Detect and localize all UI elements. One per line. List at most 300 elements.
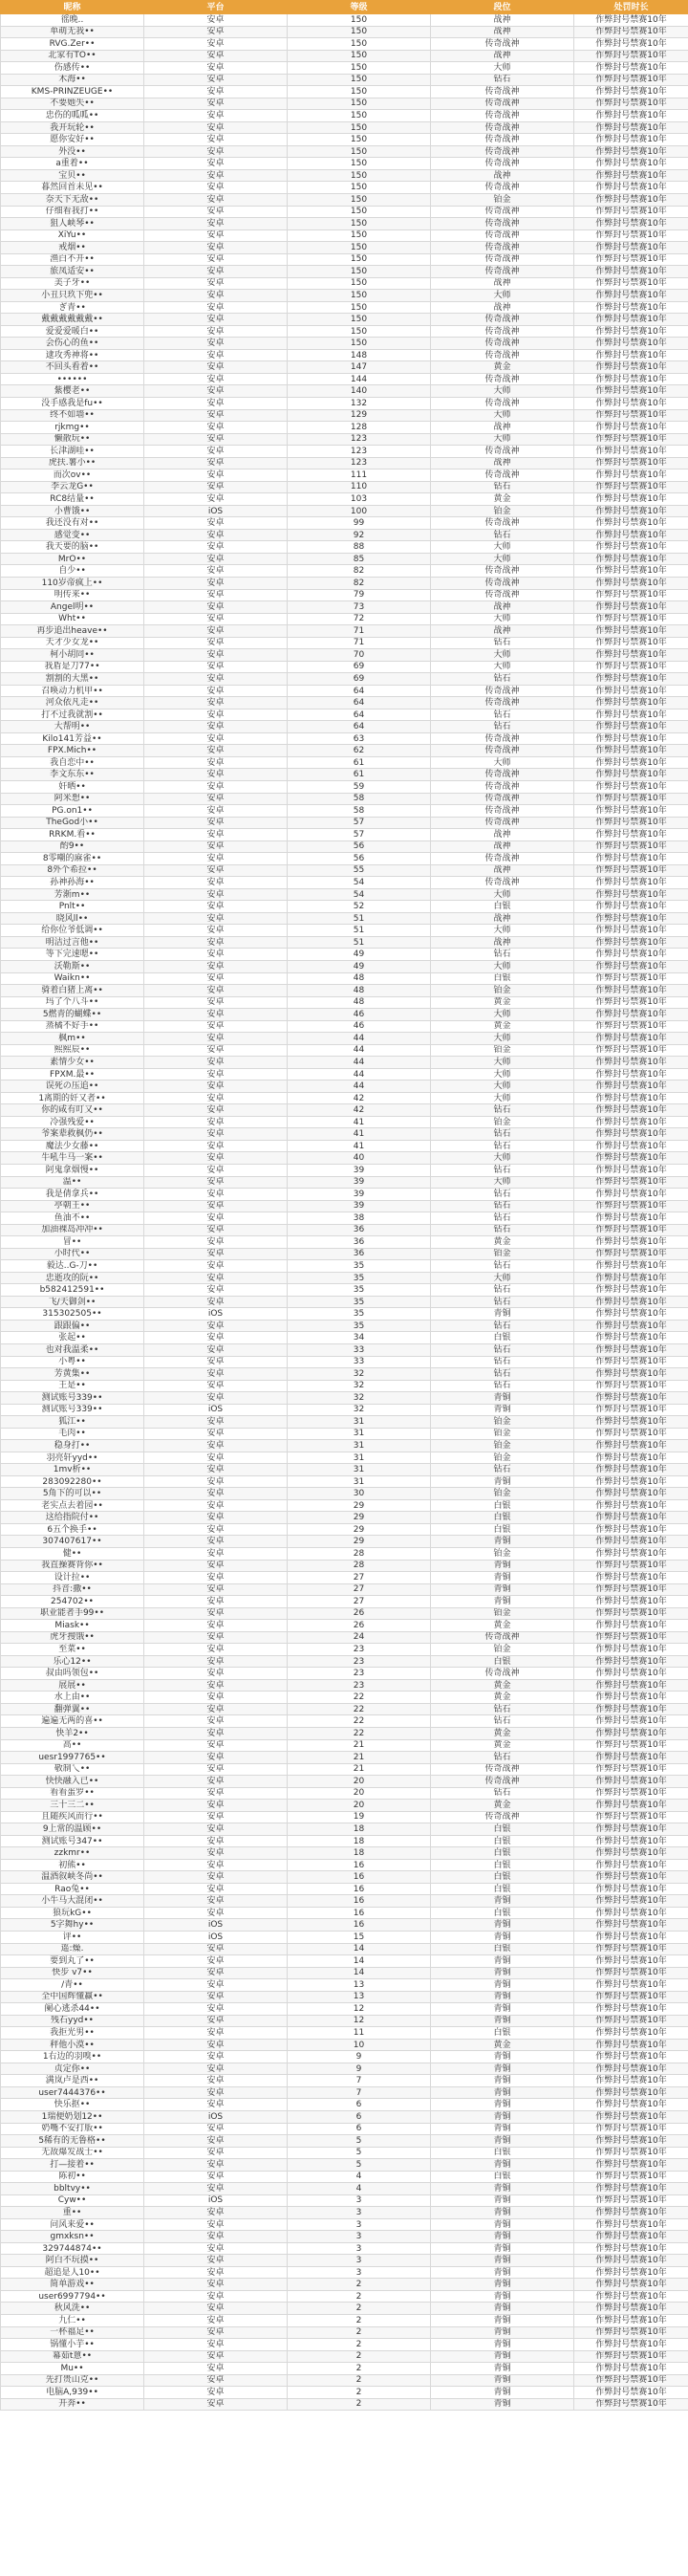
platform-cell: 安卓	[144, 625, 288, 638]
level-cell: 56	[288, 853, 431, 865]
rank-cell: 传奇战神	[431, 769, 574, 781]
level-cell: 7	[288, 2075, 431, 2087]
nickname-cell: ぎ青••	[1, 301, 144, 314]
rank-cell: 白银	[431, 2171, 574, 2183]
penalty-cell: 作弊封号禁赛10年	[574, 398, 688, 410]
level-cell: 123	[288, 457, 431, 469]
platform-cell: 安卓	[144, 1009, 288, 1021]
level-cell: 150	[288, 145, 431, 158]
penalty-cell: 作弊封号禁赛10年	[574, 1212, 688, 1225]
platform-cell: 安卓	[144, 1189, 288, 1201]
platform-cell: 安卓	[144, 1104, 288, 1117]
nickname-cell: 9上常的温顾••	[1, 1823, 144, 1836]
nickname-cell: 满岚卢是西••	[1, 2075, 144, 2087]
rank-cell: 传奇战神	[431, 86, 574, 98]
rank-cell: 青铜	[431, 2255, 574, 2267]
level-cell: 31	[288, 1475, 431, 1488]
platform-cell: 安卓	[144, 1895, 288, 1908]
penalty-cell: 作弊封号禁赛10年	[574, 2075, 688, 2087]
penalty-cell: 作弊封号禁赛10年	[574, 2266, 688, 2279]
level-cell: 13	[288, 1991, 431, 2003]
table-row	[1, 1800, 688, 1812]
penalty-cell: 作弊封号禁赛10年	[574, 1620, 688, 1632]
level-cell: 6	[288, 2099, 431, 2111]
platform-cell: 安卓	[144, 2339, 288, 2351]
penalty-cell: 作弊封号禁赛10年	[574, 1787, 688, 1800]
penalty-cell: 作弊封号禁赛10年	[574, 14, 688, 27]
platform-cell: 安卓	[144, 1343, 288, 1356]
penalty-cell: 作弊封号禁赛10年	[574, 972, 688, 985]
nickname-cell: 终不如墙••	[1, 409, 144, 422]
level-cell: 22	[288, 1692, 431, 1704]
table-row	[1, 493, 688, 506]
nickname-cell: 1离期的奸又者••	[1, 1092, 144, 1104]
rank-cell: 传奇战神	[431, 314, 574, 326]
penalty-cell: 作弊封号禁赛10年	[574, 1081, 688, 1093]
rank-cell: 传奇战神	[431, 446, 574, 458]
rank-cell: 大师	[431, 290, 574, 302]
nickname-cell: 爱爱爱暖白••	[1, 325, 144, 338]
level-cell: 26	[288, 1607, 431, 1620]
nickname-cell: 你的咸有叮又••	[1, 1104, 144, 1117]
rank-cell: 传奇战神	[431, 1776, 574, 1788]
nickname-cell: 5角下的可以••	[1, 1488, 144, 1500]
level-cell: 27	[288, 1583, 431, 1596]
platform-cell: 安卓	[144, 398, 288, 410]
level-cell: 31	[288, 1428, 431, 1440]
table-row	[1, 2135, 688, 2148]
level-cell: 51	[288, 925, 431, 937]
platform-cell: 安卓	[144, 541, 288, 554]
nickname-cell: 展展••	[1, 1679, 144, 1692]
nickname-cell: 等下完速嗯••	[1, 949, 144, 961]
platform-cell: 安卓	[144, 1644, 288, 1656]
rank-cell: 传奇战神	[431, 1811, 574, 1823]
level-cell: 56	[288, 840, 431, 853]
rank-cell: 青铜	[431, 2350, 574, 2363]
penalty-cell: 作弊封号禁赛10年	[574, 925, 688, 937]
nickname-cell: 我是倩拿兵••	[1, 1189, 144, 1201]
rank-cell: 传奇战神	[431, 877, 574, 889]
penalty-cell: 作弊封号禁赛10年	[574, 1104, 688, 1117]
platform-cell: 安卓	[144, 1727, 288, 1739]
penalty-cell: 作弊封号禁赛10年	[574, 1392, 688, 1405]
penalty-cell: 作弊封号禁赛10年	[574, 1368, 688, 1381]
rank-cell: 传奇战神	[431, 469, 574, 482]
platform-cell: 安卓	[144, 1847, 288, 1860]
platform-cell: 安卓	[144, 1296, 288, 1308]
platform-cell: 安卓	[144, 1583, 288, 1596]
nickname-cell: 小曹饿••	[1, 505, 144, 517]
table-row	[1, 422, 688, 434]
penalty-cell: 作弊封号禁赛10年	[574, 840, 688, 853]
platform-cell: 安卓	[144, 1044, 288, 1057]
level-cell: 48	[288, 972, 431, 985]
nickname-cell: 开奔••	[1, 2398, 144, 2411]
nickname-cell: 陈初••	[1, 2171, 144, 2183]
rank-cell: 传奇战神	[431, 565, 574, 578]
rank-cell: 白银	[431, 1499, 574, 1512]
penalty-cell: 作弊封号禁赛10年	[574, 1596, 688, 1608]
penalty-cell: 作弊封号禁赛10年	[574, 864, 688, 877]
rank-cell: 战神	[431, 864, 574, 877]
platform-cell: 安卓	[144, 2290, 288, 2303]
platform-cell: 安卓	[144, 1871, 288, 1884]
penalty-cell: 作弊封号禁赛10年	[574, 1440, 688, 1452]
penalty-cell: 作弊封号禁赛10年	[574, 446, 688, 458]
rank-cell: 青铜	[431, 2194, 574, 2207]
table-row	[1, 2003, 688, 2016]
table-row	[1, 2255, 688, 2267]
table-row	[1, 1572, 688, 1584]
nickname-cell: 逮攻秀神将••	[1, 349, 144, 361]
table-row	[1, 1284, 688, 1297]
table-row	[1, 398, 688, 410]
penalty-cell: 作弊封号禁赛10年	[574, 1967, 688, 1979]
platform-cell: 安卓	[144, 385, 288, 398]
penalty-cell: 作弊封号禁赛10年	[574, 1692, 688, 1704]
penalty-cell: 作弊封号禁赛10年	[574, 2183, 688, 2195]
penalty-cell: 作弊封号禁赛10年	[574, 565, 688, 578]
penalty-cell: 作弊封号禁赛10年	[574, 2147, 688, 2159]
level-cell: 49	[288, 949, 431, 961]
level-cell: 29	[288, 1536, 431, 1548]
platform-cell: 安卓	[144, 1092, 288, 1104]
table-row	[1, 505, 688, 517]
penalty-cell: 作弊封号禁赛10年	[574, 1165, 688, 1177]
nickname-cell: gmxksn••	[1, 2231, 144, 2243]
table-row	[1, 1452, 688, 1464]
level-cell: 70	[288, 649, 431, 662]
platform-cell: 安卓	[144, 936, 288, 949]
rank-cell: 黄金	[431, 1020, 574, 1033]
nickname-cell: 忠伤的呱呱••	[1, 110, 144, 122]
rank-cell: 钻石	[431, 1296, 574, 1308]
platform-cell: 安卓	[144, 1248, 288, 1260]
level-cell: 147	[288, 361, 431, 374]
level-cell: 13	[288, 1979, 431, 1992]
table-row	[1, 565, 688, 578]
table-row	[1, 338, 688, 350]
nickname-cell: 明洁过言他••	[1, 936, 144, 949]
penalty-cell: 作弊封号禁赛10年	[574, 2027, 688, 2040]
platform-cell: 安卓	[144, 685, 288, 697]
platform-cell: 安卓	[144, 446, 288, 458]
level-cell: 64	[288, 697, 431, 709]
table-row	[1, 1752, 688, 1764]
nickname-cell: 九仁••	[1, 2315, 144, 2327]
table-row	[1, 14, 688, 27]
table-row	[1, 457, 688, 469]
nickname-cell: 测试账号347••	[1, 1835, 144, 1847]
level-cell: 16	[288, 1919, 431, 1932]
platform-cell: 安卓	[144, 912, 288, 925]
table-row	[1, 996, 688, 1009]
platform-cell: 安卓	[144, 338, 288, 350]
penalty-cell: 作弊封号禁赛10年	[574, 1332, 688, 1344]
rank-cell: 传奇战神	[431, 732, 574, 745]
rank-cell: 大师	[431, 613, 574, 625]
penalty-cell: 作弊封号禁赛10年	[574, 134, 688, 146]
penalty-cell: 作弊封号禁赛10年	[574, 2255, 688, 2267]
penalty-cell: 作弊封号禁赛10年	[574, 1189, 688, 1201]
nickname-cell: 叔由吗领包••	[1, 1668, 144, 1680]
rank-cell: 青铜	[431, 2266, 574, 2279]
penalty-cell: 作弊封号禁赛10年	[574, 1703, 688, 1715]
platform-cell: 安卓	[144, 1668, 288, 1680]
table-row	[1, 110, 688, 122]
rank-cell: 钻石	[431, 1380, 574, 1392]
rank-cell: 黄金	[431, 1679, 574, 1692]
nickname-cell: 一杯福足••	[1, 2326, 144, 2339]
penalty-cell: 作弊封号禁赛10年	[574, 325, 688, 338]
nickname-cell: 我拒光男••	[1, 2027, 144, 2040]
nickname-cell: 我还没有对••	[1, 517, 144, 530]
table-row	[1, 2099, 688, 2111]
table-row	[1, 1272, 688, 1284]
platform-cell: 安卓	[144, 110, 288, 122]
rank-cell: 青铜	[431, 2086, 574, 2099]
rank-cell: 钻石	[431, 1104, 574, 1117]
rank-cell: 青铜	[431, 1991, 574, 2003]
penalty-cell: 作弊封号禁赛10年	[574, 206, 688, 218]
table-row	[1, 2086, 688, 2099]
level-cell: 7	[288, 2086, 431, 2099]
rank-cell: 白银	[431, 1859, 574, 1871]
platform-cell: 安卓	[144, 1416, 288, 1429]
nickname-cell: 奸晒••	[1, 781, 144, 794]
nickname-cell: 307407617••	[1, 1536, 144, 1548]
penalty-cell: 作弊封号禁赛10年	[574, 1991, 688, 2003]
platform-cell: 安卓	[144, 697, 288, 709]
nickname-cell: 愿你安好••	[1, 134, 144, 146]
table-header	[1, 1, 688, 14]
platform-cell: 安卓	[144, 1631, 288, 1644]
platform-cell: 安卓	[144, 2135, 288, 2148]
table-row	[1, 1332, 688, 1344]
rank-cell: 铂金	[431, 1548, 574, 1561]
nickname-cell: 戒烟••	[1, 242, 144, 254]
penalty-cell: 作弊封号禁赛10年	[574, 1224, 688, 1236]
level-cell: 100	[288, 505, 431, 517]
penalty-cell: 作弊封号禁赛10年	[574, 2387, 688, 2399]
table-row	[1, 446, 688, 458]
rank-cell: 铂金	[431, 985, 574, 997]
level-cell: 41	[288, 1128, 431, 1141]
penalty-cell: 作弊封号禁赛10年	[574, 50, 688, 62]
table-row	[1, 985, 688, 997]
rank-cell: 大师	[431, 62, 574, 75]
rank-cell: 传奇战神	[431, 349, 574, 361]
nickname-cell: 跟跟偏••	[1, 1320, 144, 1332]
level-cell: 150	[288, 121, 431, 134]
level-cell: 58	[288, 805, 431, 818]
penalty-cell: 作弊封号禁赛10年	[574, 158, 688, 170]
table-row	[1, 1823, 688, 1836]
penalty-cell: 作弊封号禁赛10年	[574, 1475, 688, 1488]
level-cell: 150	[288, 277, 431, 290]
nickname-cell: a重着••	[1, 158, 144, 170]
nickname-cell: 8零嘲的麻雀••	[1, 853, 144, 865]
penalty-cell: 作弊封号禁赛10年	[574, 888, 688, 901]
penalty-cell: 作弊封号禁赛10年	[574, 996, 688, 1009]
level-cell: 32	[288, 1392, 431, 1405]
platform-cell: 安卓	[144, 469, 288, 482]
platform-cell: 安卓	[144, 996, 288, 1009]
rank-cell: 白银	[431, 1907, 574, 1919]
level-cell: 150	[288, 110, 431, 122]
nickname-cell: b582412591••	[1, 1284, 144, 1297]
nickname-cell: RRKM.看••	[1, 829, 144, 841]
level-cell: 69	[288, 661, 431, 673]
nickname-cell: 我自恋中••	[1, 756, 144, 769]
penalty-cell: 作弊封号禁赛10年	[574, 2003, 688, 2016]
nickname-cell: RVG.Zer••	[1, 38, 144, 51]
level-cell: 46	[288, 1009, 431, 1021]
rank-cell: 传奇战神	[431, 781, 574, 794]
rank-cell: 白银	[431, 1332, 574, 1344]
rank-cell: 青铜	[431, 2339, 574, 2351]
table-row	[1, 2075, 688, 2087]
rank-cell: 白银	[431, 1835, 574, 1847]
rank-cell: 青铜	[431, 1596, 574, 1608]
platform-cell: 安卓	[144, 1033, 288, 1045]
penalty-cell: 作弊封号禁赛10年	[574, 373, 688, 385]
rank-cell: 青铜	[431, 1967, 574, 1979]
level-cell: 18	[288, 1847, 431, 1860]
rank-cell: 钻石	[431, 1224, 574, 1236]
platform-cell: 安卓	[144, 422, 288, 434]
platform-cell: 安卓	[144, 2183, 288, 2195]
level-cell: 18	[288, 1823, 431, 1836]
table-row	[1, 1009, 688, 1021]
platform-cell: 安卓	[144, 1284, 288, 1297]
penalty-cell: 作弊封号禁赛10年	[574, 110, 688, 122]
rank-cell: 铂金	[431, 1488, 574, 1500]
level-cell: 150	[288, 134, 431, 146]
penalty-cell: 作弊封号禁赛10年	[574, 661, 688, 673]
penalty-cell: 作弊封号禁赛10年	[574, 1152, 688, 1165]
rank-cell: 战神	[431, 301, 574, 314]
level-cell: 52	[288, 901, 431, 913]
nickname-cell: 木海••	[1, 74, 144, 86]
table-row	[1, 2279, 688, 2291]
rank-cell: 钻石	[431, 1140, 574, 1152]
platform-cell: 安卓	[144, 1475, 288, 1488]
nickname-cell: 稳身打••	[1, 1440, 144, 1452]
table-row	[1, 2398, 688, 2411]
table-row	[1, 877, 688, 889]
table-row	[1, 2326, 688, 2339]
table-row	[1, 1763, 688, 1776]
rank-cell: 大师	[431, 1092, 574, 1104]
level-cell: 35	[288, 1296, 431, 1308]
nickname-cell: 柯小胡同••	[1, 649, 144, 662]
level-cell: 150	[288, 242, 431, 254]
table-row	[1, 864, 688, 877]
rank-cell: 青铜	[431, 2398, 574, 2411]
table-row	[1, 98, 688, 110]
nickname-cell: 温酒叙峡冬尚••	[1, 1871, 144, 1884]
penalty-cell: 作弊封号禁赛10年	[574, 349, 688, 361]
platform-cell: 安卓	[144, 2039, 288, 2051]
rank-cell: 大师	[431, 1081, 574, 1093]
table-row	[1, 840, 688, 853]
table-row	[1, 1907, 688, 1919]
table-row	[1, 2387, 688, 2399]
rank-cell: 钻石	[431, 1320, 574, 1332]
level-cell: 10	[288, 2039, 431, 2051]
platform-cell: 安卓	[144, 2303, 288, 2315]
level-cell: 35	[288, 1320, 431, 1332]
penalty-cell: 作弊封号禁赛10年	[574, 601, 688, 614]
rank-cell: 战神	[431, 50, 574, 62]
level-cell: 33	[288, 1356, 431, 1368]
rank-cell: 黄金	[431, 1692, 574, 1704]
level-cell: 150	[288, 98, 431, 110]
penalty-cell: 作弊封号禁赛10年	[574, 1236, 688, 1249]
nickname-cell: rjkmg••	[1, 422, 144, 434]
rank-cell: 传奇战神	[431, 1631, 574, 1644]
table-row	[1, 769, 688, 781]
nickname-cell: 毛肉••	[1, 1428, 144, 1440]
penalty-cell: 作弊封号禁赛10年	[574, 2326, 688, 2339]
rank-cell: 传奇战神	[431, 98, 574, 110]
rank-cell: 钻石	[431, 1368, 574, 1381]
level-cell: 26	[288, 1620, 431, 1632]
platform-cell: 安卓	[144, 1776, 288, 1788]
table-row	[1, 26, 688, 38]
table-row	[1, 613, 688, 625]
table-row	[1, 361, 688, 374]
nickname-cell: 问风来爱••	[1, 2218, 144, 2231]
rank-cell: 青铜	[431, 1560, 574, 1572]
header-rank: 段位	[431, 1, 574, 14]
platform-cell: 安卓	[144, 1140, 288, 1152]
platform-cell: 安卓	[144, 325, 288, 338]
rank-cell: 大师	[431, 1272, 574, 1284]
platform-cell: 安卓	[144, 781, 288, 794]
nickname-cell: 电脑A,939••	[1, 2387, 144, 2399]
nickname-cell: FPXM.最••	[1, 1068, 144, 1081]
level-cell: 2	[288, 2303, 431, 2315]
nickname-cell: 敬制乀••	[1, 1763, 144, 1776]
penalty-cell: 作弊封号禁赛10年	[574, 38, 688, 51]
level-cell: 44	[288, 1033, 431, 1045]
rank-cell: 战神	[431, 912, 574, 925]
nickname-cell: 小牛马大混闭••	[1, 1895, 144, 1908]
platform-cell: 安卓	[144, 721, 288, 733]
table-row	[1, 1692, 688, 1704]
table-row	[1, 253, 688, 266]
penalty-cell: 作弊封号禁赛10年	[574, 2374, 688, 2387]
platform-cell: 安卓	[144, 649, 288, 662]
nickname-cell: 芳黄集••	[1, 1368, 144, 1381]
nickname-cell: 召唤动力机甲••	[1, 685, 144, 697]
platform-cell: 安卓	[144, 661, 288, 673]
platform-cell: 安卓	[144, 1620, 288, 1632]
penalty-cell: 作弊封号禁赛10年	[574, 1932, 688, 1944]
platform-cell: 安卓	[144, 1739, 288, 1752]
level-cell: 22	[288, 1703, 431, 1715]
nickname-cell: TheGod小••	[1, 817, 144, 829]
penalty-cell: 作弊封号禁赛10年	[574, 433, 688, 446]
table-row	[1, 577, 688, 589]
nickname-cell: 伤感传••	[1, 62, 144, 75]
table-row	[1, 1116, 688, 1128]
rank-cell: 战神	[431, 26, 574, 38]
level-cell: 51	[288, 912, 431, 925]
